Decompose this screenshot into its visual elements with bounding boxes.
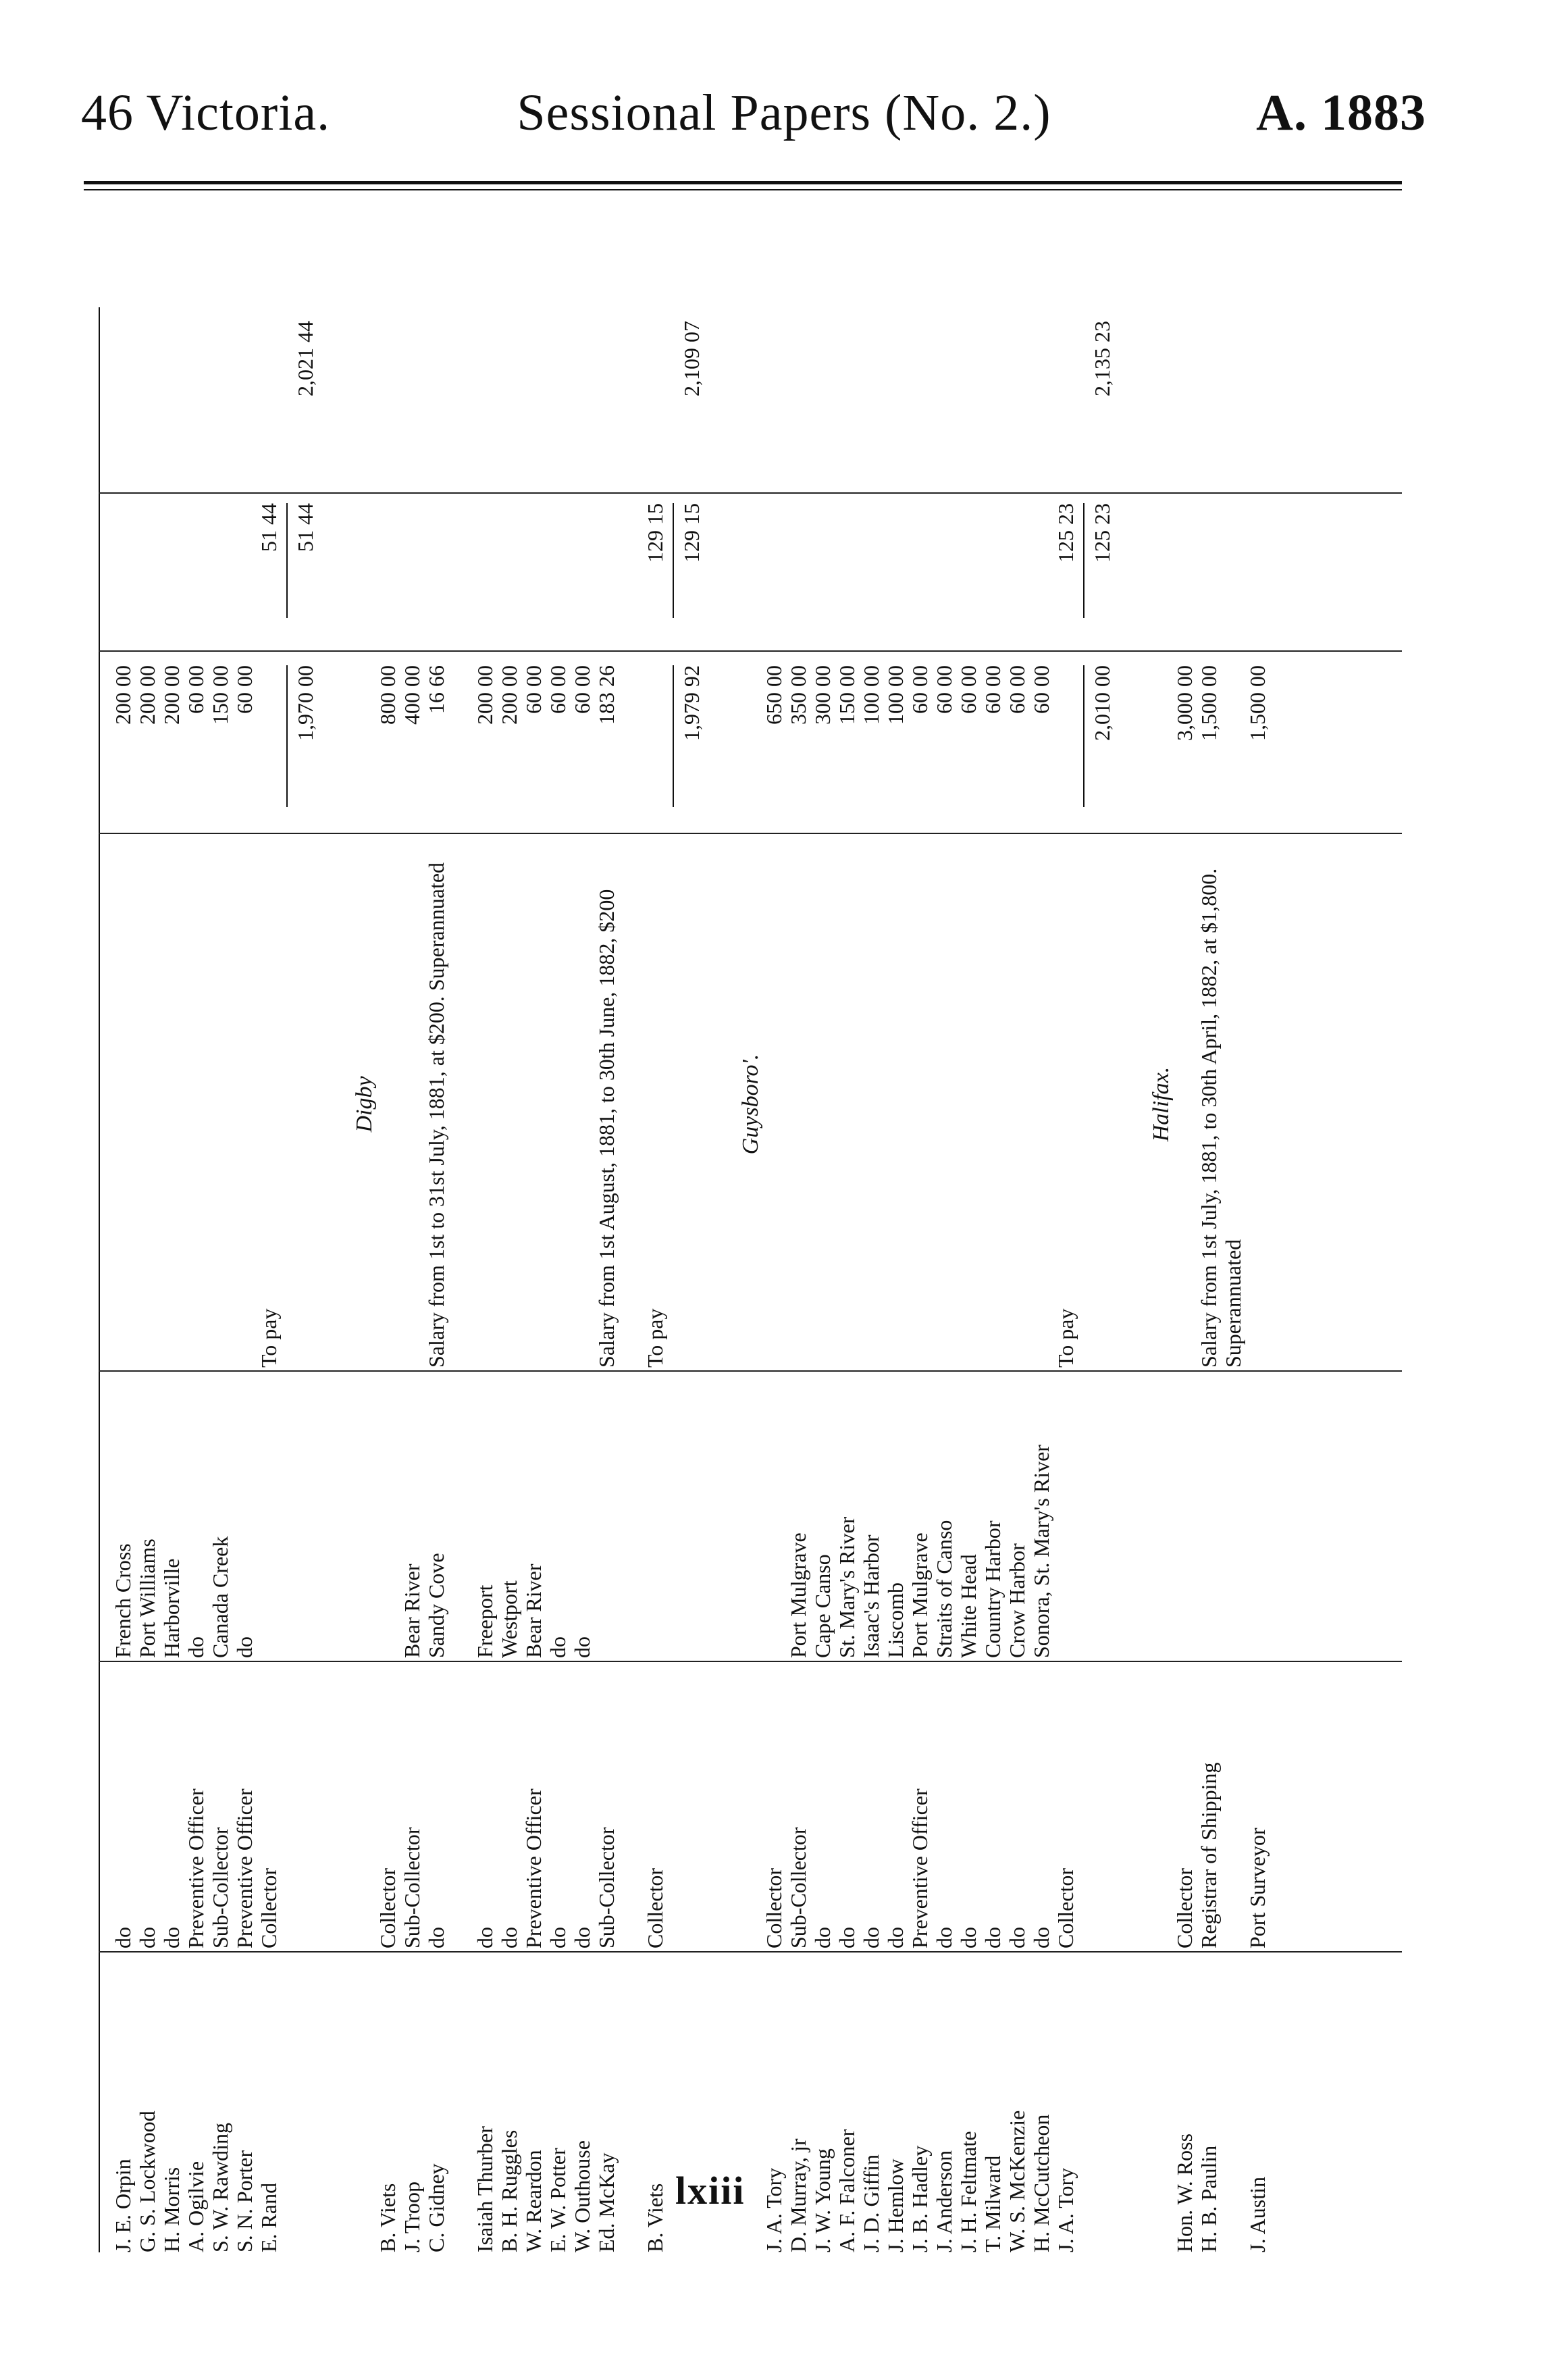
- amount-cell: 650 00: [762, 665, 786, 725]
- place-cell: Sonora, St. Mary's River: [1029, 1445, 1053, 1658]
- person-name: W. Reardon: [521, 2150, 546, 2252]
- rank-cell: Port Surveyor: [1245, 1828, 1270, 1948]
- rank-cell: do: [473, 1927, 497, 1948]
- sum-rule: [286, 665, 288, 807]
- table-row: [981, 307, 1005, 2252]
- person-name: B. Viets: [643, 2183, 667, 2252]
- place-cell: Bear River: [521, 1563, 546, 1658]
- amount-cell: 200 00: [473, 665, 497, 725]
- table-row: [497, 307, 521, 2252]
- header-rule-thick: [84, 181, 1402, 184]
- rank-cell: do: [981, 1927, 1005, 1948]
- table-row: [111, 307, 135, 2252]
- table-row: [521, 307, 546, 2252]
- amount-cell: 200 00: [111, 665, 135, 725]
- place-cell: Bear River: [400, 1563, 424, 1658]
- page-number: lxiii: [675, 2169, 746, 2213]
- rank-cell: Collector: [643, 1867, 667, 1948]
- amount-cell: 1,500 00: [1245, 665, 1270, 741]
- person-name: B. H. Ruggles: [497, 2129, 521, 2252]
- table-row: [232, 307, 257, 2252]
- table-row: [594, 307, 643, 2252]
- place-cell: White Head: [956, 1554, 981, 1658]
- amount-cell: 3,000 00: [1172, 665, 1197, 741]
- place-cell: do: [184, 1636, 208, 1658]
- person-name: T. Milward: [981, 2155, 1005, 2252]
- rank-cell: do: [159, 1927, 184, 1948]
- rank-cell: Collector: [762, 1867, 786, 1948]
- salary-ledger-table: [84, 307, 1402, 2252]
- table-row: [1245, 307, 1270, 2252]
- rank-cell: do: [546, 1927, 570, 1948]
- amount-cell: 60 00: [546, 665, 570, 714]
- place-cell: Isaac's Harbor: [859, 1534, 883, 1658]
- person-name: J. Hemlow: [883, 2158, 908, 2252]
- rank-cell: Preventive Officer: [232, 1788, 257, 1948]
- place-cell: Canada Creek: [208, 1536, 232, 1658]
- amount-cell: 400 00: [400, 665, 424, 725]
- place-cell: Straits of Canso: [932, 1520, 956, 1658]
- person-name: Hon. W. Ross: [1172, 2133, 1197, 2252]
- person-name: S. W. Rawding: [208, 2122, 232, 2252]
- rank-cell: Collector: [1172, 1867, 1197, 1948]
- place-cell: Harborville: [159, 1558, 184, 1658]
- person-name: C. Gidney: [424, 2163, 448, 2252]
- table-row: [1029, 307, 1053, 2252]
- table-row: [1172, 307, 1197, 2252]
- rank-cell: do: [424, 1927, 448, 1948]
- district-title: Digby: [352, 1076, 377, 1133]
- rank-cell: do: [932, 1927, 956, 1948]
- person-name: B. Viets: [375, 2183, 400, 2252]
- person-name: J. Anderson: [932, 2150, 956, 2252]
- rank-cell: do: [497, 1927, 521, 1948]
- place-cell: Cape Canso: [810, 1554, 835, 1658]
- amount-cell: 200 00: [497, 665, 521, 725]
- place-cell: Freeport: [473, 1584, 497, 1658]
- table-row: [883, 307, 908, 2252]
- rank-cell: Registrar of Shipping: [1197, 1762, 1221, 1948]
- amount-cell: 60 00: [232, 665, 257, 714]
- amount-cell: 150 00: [835, 665, 859, 725]
- header-right: A. 1883: [1256, 84, 1426, 141]
- person-name: W. Outhouse: [570, 2140, 594, 2252]
- place-cell: Liscomb: [883, 1582, 908, 1658]
- table-row: [473, 307, 497, 2252]
- remark-cell: Salary from 1st July, 1881, to 30th April, 1882, at $1,800. Superannuated: [1197, 868, 1245, 1368]
- sum-rule: [1083, 503, 1084, 618]
- place-cell: do: [570, 1636, 594, 1658]
- section-total-amount: 2,010 00: [1090, 665, 1114, 741]
- subtotal-cell: 51 44: [257, 503, 281, 552]
- table-row: [956, 307, 981, 2252]
- header-left: 46 Victoria.: [81, 84, 331, 141]
- sum-rule: [673, 503, 674, 618]
- remark-cell: Salary from 1st to 31st July, 1881, at $200. Superannuated: [424, 862, 448, 1368]
- table-row: [786, 307, 810, 2252]
- rank-cell: Sub-Collector: [208, 1827, 232, 1948]
- table-row: [908, 307, 932, 2252]
- section-total-sub: 129 15: [679, 503, 704, 563]
- rank-cell: Sub-Collector: [400, 1827, 424, 1948]
- section-total-sub: 51 44: [293, 503, 317, 552]
- rank-cell: do: [956, 1927, 981, 1948]
- rank-cell: Preventive Officer: [521, 1788, 546, 1948]
- place-cell: Port Mulgrave: [908, 1532, 932, 1658]
- rank-cell: do: [859, 1927, 883, 1948]
- person-name: J. Austin: [1245, 2176, 1270, 2252]
- table-row: [184, 307, 208, 2252]
- person-name: J. D. Giffin: [859, 2154, 883, 2252]
- person-name: G. S. Lockwood: [135, 2111, 159, 2252]
- subtotal-cell: 129 15: [643, 503, 667, 563]
- rotated-table-frame: [84, 199, 1402, 2252]
- amount-cell: 350 00: [786, 665, 810, 725]
- remark-cell: Salary from 1st August, 1881, to 30th June, 1882, $200: [594, 889, 619, 1368]
- person-name: S. N. Porter: [232, 2150, 257, 2252]
- amount-cell: 300 00: [810, 665, 835, 725]
- table-row: [400, 307, 424, 2252]
- table-row: [1197, 307, 1245, 2252]
- person-name: H. Morris: [159, 2167, 184, 2252]
- person-name: E. Rand: [257, 2182, 281, 2252]
- header-title: Sessional Papers (No. 2.): [517, 84, 1051, 141]
- district-title: Halifax.: [1149, 1066, 1174, 1142]
- section-grand-total: 2,021 44: [293, 321, 317, 396]
- rank-cell: do: [1005, 1927, 1029, 1948]
- subtotal-cell: 125 23: [1053, 503, 1078, 563]
- table-row: [859, 307, 883, 2252]
- rank-cell: Sub-Collector: [786, 1827, 810, 1948]
- amount-cell: 150 00: [208, 665, 232, 725]
- amount-cell: 60 00: [570, 665, 594, 714]
- amount-cell: 800 00: [375, 665, 400, 725]
- section-total-amount: 1,979 92: [679, 665, 704, 741]
- place-cell: French Cross: [111, 1543, 135, 1658]
- person-name: W. S. McKenzie: [1005, 2110, 1029, 2252]
- rank-cell: Collector: [1053, 1867, 1078, 1948]
- person-name: J. A. Tory: [762, 2167, 786, 2252]
- amount-cell: 100 00: [883, 665, 908, 725]
- amount-cell: 60 00: [956, 665, 981, 714]
- amount-cell: 16 66: [424, 665, 448, 714]
- person-name: Ed. McKay: [594, 2152, 619, 2252]
- person-name: J. A. Tory: [1053, 2167, 1078, 2252]
- person-name: E. W. Potter: [546, 2148, 570, 2252]
- rank-cell: Preventive Officer: [184, 1788, 208, 1948]
- remark-cell: To pay: [643, 1308, 667, 1368]
- table-row: [762, 307, 786, 2252]
- table-row: [570, 307, 594, 2252]
- table-head-rule: [84, 307, 100, 2252]
- person-name: Isaiah Thurber: [473, 2126, 497, 2252]
- table-row: [932, 307, 956, 2252]
- rank-cell: Sub-Collector: [594, 1827, 619, 1948]
- section-total-sub: 125 23: [1090, 503, 1114, 563]
- amount-cell: 60 00: [1005, 665, 1029, 714]
- rank-cell: Preventive Officer: [908, 1788, 932, 1948]
- table-row: [643, 307, 667, 2252]
- place-cell: do: [546, 1636, 570, 1658]
- rank-cell: do: [135, 1927, 159, 1948]
- place-cell: Port Williams: [135, 1538, 159, 1658]
- amount-cell: 60 00: [932, 665, 956, 714]
- table-row: [424, 307, 473, 2252]
- person-name: J. Troop: [400, 2181, 424, 2252]
- rank-cell: do: [883, 1927, 908, 1948]
- person-name: A. Ogilvie: [184, 2161, 208, 2252]
- amount-cell: 183 26: [594, 665, 619, 725]
- section-grand-total: 2,135 23: [1090, 321, 1114, 396]
- rank-cell: Collector: [257, 1867, 281, 1948]
- table-row: [1053, 307, 1078, 2252]
- table-row: [1005, 307, 1029, 2252]
- person-name: H. B. Paulin: [1197, 2145, 1221, 2252]
- table-row: [257, 307, 281, 2252]
- person-name: D. Murray, jr: [786, 2138, 810, 2252]
- amount-cell: 200 00: [159, 665, 184, 725]
- person-name: A. F. Falconer: [835, 2129, 859, 2252]
- amount-cell: 60 00: [981, 665, 1005, 714]
- table-row: [546, 307, 570, 2252]
- table-row: [159, 307, 184, 2252]
- place-cell: Port Mulgrave: [786, 1532, 810, 1658]
- table-row: [810, 307, 835, 2252]
- rank-cell: do: [1029, 1927, 1053, 1948]
- sum-rule: [1083, 665, 1084, 807]
- place-cell: do: [232, 1636, 257, 1658]
- place-cell: Westport: [497, 1580, 521, 1658]
- sum-rule: [673, 665, 674, 807]
- sum-rule: [286, 503, 288, 618]
- person-name: J. H. Feltmate: [956, 2131, 981, 2252]
- section-grand-total: 2,109 07: [679, 321, 704, 396]
- rank-cell: Collector: [375, 1867, 400, 1948]
- rank-cell: do: [570, 1927, 594, 1948]
- amount-cell: 60 00: [1029, 665, 1053, 714]
- place-cell: Country Harbor: [981, 1520, 1005, 1658]
- person-name: J. W. Young: [810, 2148, 835, 2252]
- rank-cell: do: [835, 1927, 859, 1948]
- table-row: [208, 307, 232, 2252]
- table-row: [835, 307, 859, 2252]
- table-row: [135, 307, 159, 2252]
- amount-cell: 200 00: [135, 665, 159, 725]
- rank-cell: do: [111, 1927, 135, 1948]
- section-total-amount: 1,970 00: [293, 665, 317, 741]
- table-row: [375, 307, 400, 2252]
- amount-cell: 1,500 00: [1197, 665, 1221, 741]
- person-name: J. B. Hadley: [908, 2145, 932, 2252]
- place-cell: Sandy Cove: [424, 1553, 448, 1658]
- district-title: Guysboro'.: [738, 1054, 763, 1155]
- place-cell: Crow Harbor: [1005, 1543, 1029, 1658]
- amount-cell: 60 00: [184, 665, 208, 714]
- header-rule-thin: [84, 189, 1402, 190]
- amount-cell: 60 00: [521, 665, 546, 714]
- amount-cell: 100 00: [859, 665, 883, 725]
- place-cell: St. Mary's River: [835, 1516, 859, 1658]
- person-name: H. McCutcheon: [1029, 2114, 1053, 2252]
- rank-cell: do: [810, 1927, 835, 1948]
- remark-cell: To pay: [1053, 1308, 1078, 1368]
- remark-cell: To pay: [257, 1308, 281, 1368]
- person-name: J. E. Orpin: [111, 2158, 135, 2252]
- amount-cell: 60 00: [908, 665, 932, 714]
